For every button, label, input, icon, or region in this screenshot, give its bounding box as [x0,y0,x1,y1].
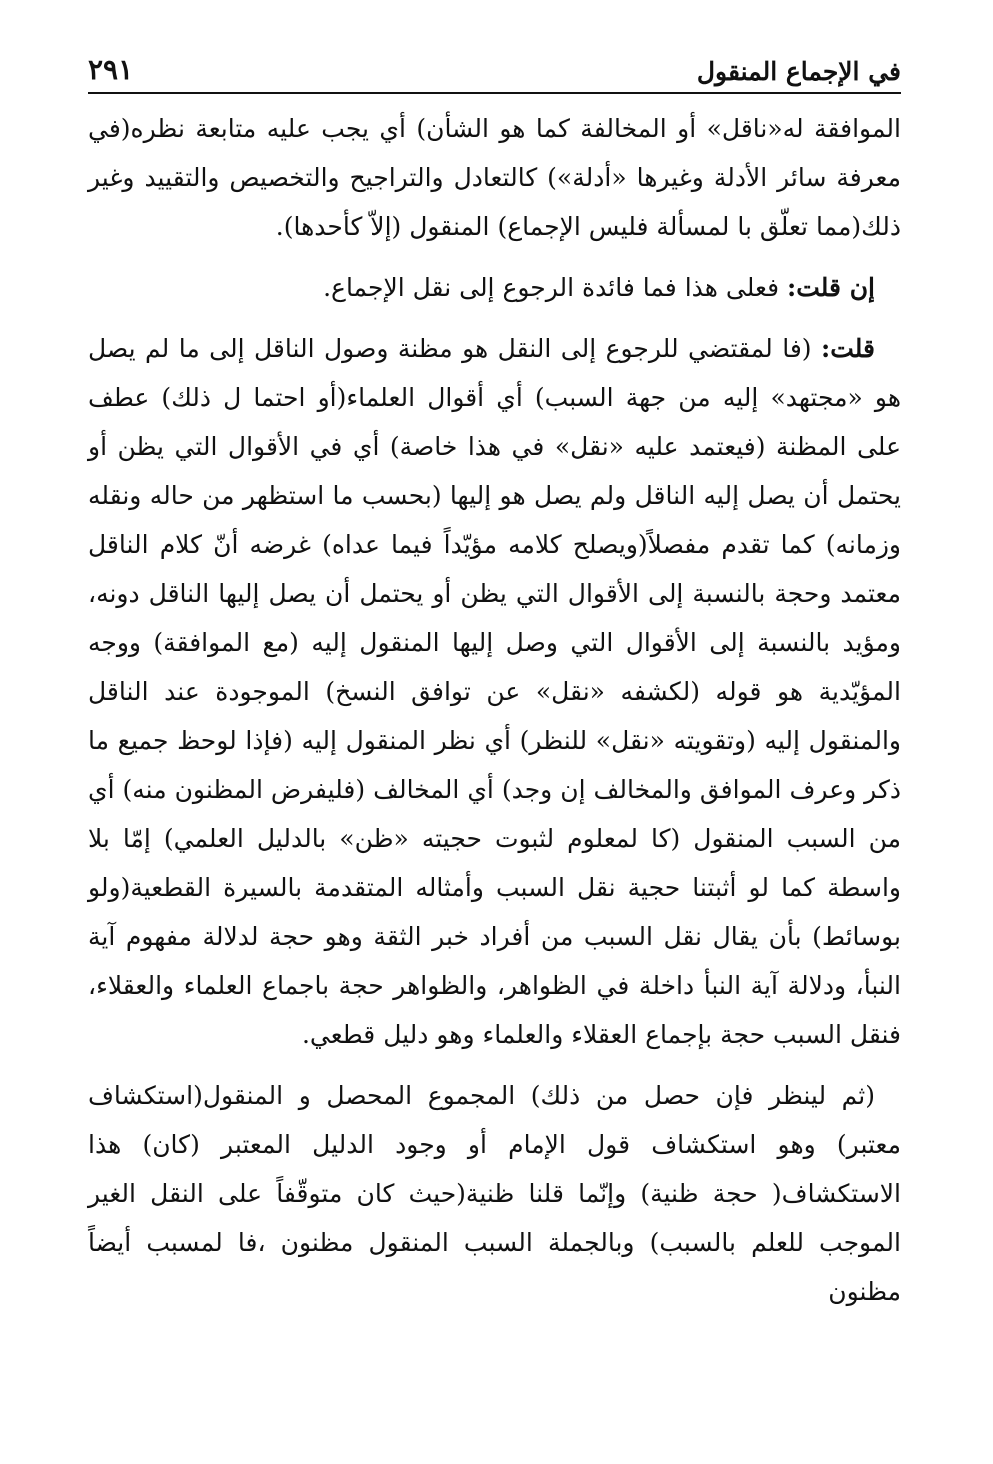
paragraph-2-text: فعلى هذا فما فائدة الرجوع إلى نقل الإجماع. [323,273,787,302]
paragraph-2 [88,263,901,312]
page-number: ٢٩١ [88,53,134,86]
paragraph-2-lead: إن قلت: [786,273,875,302]
paragraph-3-lead: قلت: [820,334,875,363]
paragraph-3-text: (فا لمقتضي للرجوع إلى النقل هو مظنة وصول الناقل إلى ما لم يصل هو «مجتهد» إليه من جهة السبب) أي أقوال العلماء(أو احتما ل ذلك) عطف على المظنة (فيعتمد عليه «نقل» في هذا خاصة) أي في الأقوال التي يظن أو يحتمل أن يصل إليه الناقل ولم يصل هو إليها (بحسب ما استظهر من حاله ونقله وزمانه) كما تقدم مفصلاً(ويصلح كلامه مؤيّداً فيما عداه) غرضه أنّ كلام الناقل معتمد وحجة بالنسبة إلى الأقوال التي يظن أو يحتمل أن يصل إليها الناقل دونه، ومؤيد بالنسبة إلى الأقوال التي وصل إليها المنقول إليه (مع الموافقة) ووجه المؤيّدية هو قوله (لكشفه «نقل» عن توافق النسخ) الموجودة عند الناقل والمنقول إليه (وتقويته «نقل» للنظر) أي نظر المنقول إليه (فإذا لوحظ جميع ما ذكر وعرف الموافق والمخالف إن وجد) أي المخالف (فليفرض المظنون منه) أي من السبب المنقول (كا لمعلوم لثبوت حجيته «ظن» بالدليل العلمي) إمّا بلا واسطة كما لو أثبتنا حجية نقل السبب وأمثاله المتقدمة بالسيرة القطعية(ولو بوسائط) بأن يقال نقل السبب من أفراد خبر الثقة وهو حجة لدلالة مفهوم آية النبأ، ودلالة آية النبأ داخلة في الظواهر، والظواهر حجة باجماع العلماء والعقلاء، فنقل السبب حجة بإجماع العقلاء والعلماء وهو دليل قطعي. [88,334,901,1049]
running-header [88,30,901,94]
paragraph-3 [88,324,901,1059]
paragraph-4 [88,1071,901,1316]
book-page [88,30,901,1464]
header-title: في الإجماع المنقول [696,57,901,86]
paragraph-1 [88,104,901,251]
body-text [88,104,901,1316]
paragraph-4-text: (ثم لينظر فإن حصل من ذلك) المجموع المحصل و المنقول(استكشاف معتبر) وهو استكشاف قول الإمام أو وجود الدليل المعتبر (كان) هذا الاستكشاف( حجة ظنية) وإنّما قلنا ظنية(حيث كان متوقّفاً على النقل الغير الموجب للعلم بالسبب) وبالجملة السبب المنقول مظنون ،فا لمسبب أيضاً مظنون [88,1081,901,1306]
paragraph-1-text: الموافقة له«ناقل» أو المخالفة كما هو الشأن) أي يجب عليه متابعة نظره(في معرفة سائر الأدلة وغيرها «أدلة») كالتعادل والتراجيح والتخصيص والتقييد وغير ذلك(مما تعلّق با لمسألة فليس الإجماع) المنقول (إلاّ كأحدها). [88,114,901,241]
